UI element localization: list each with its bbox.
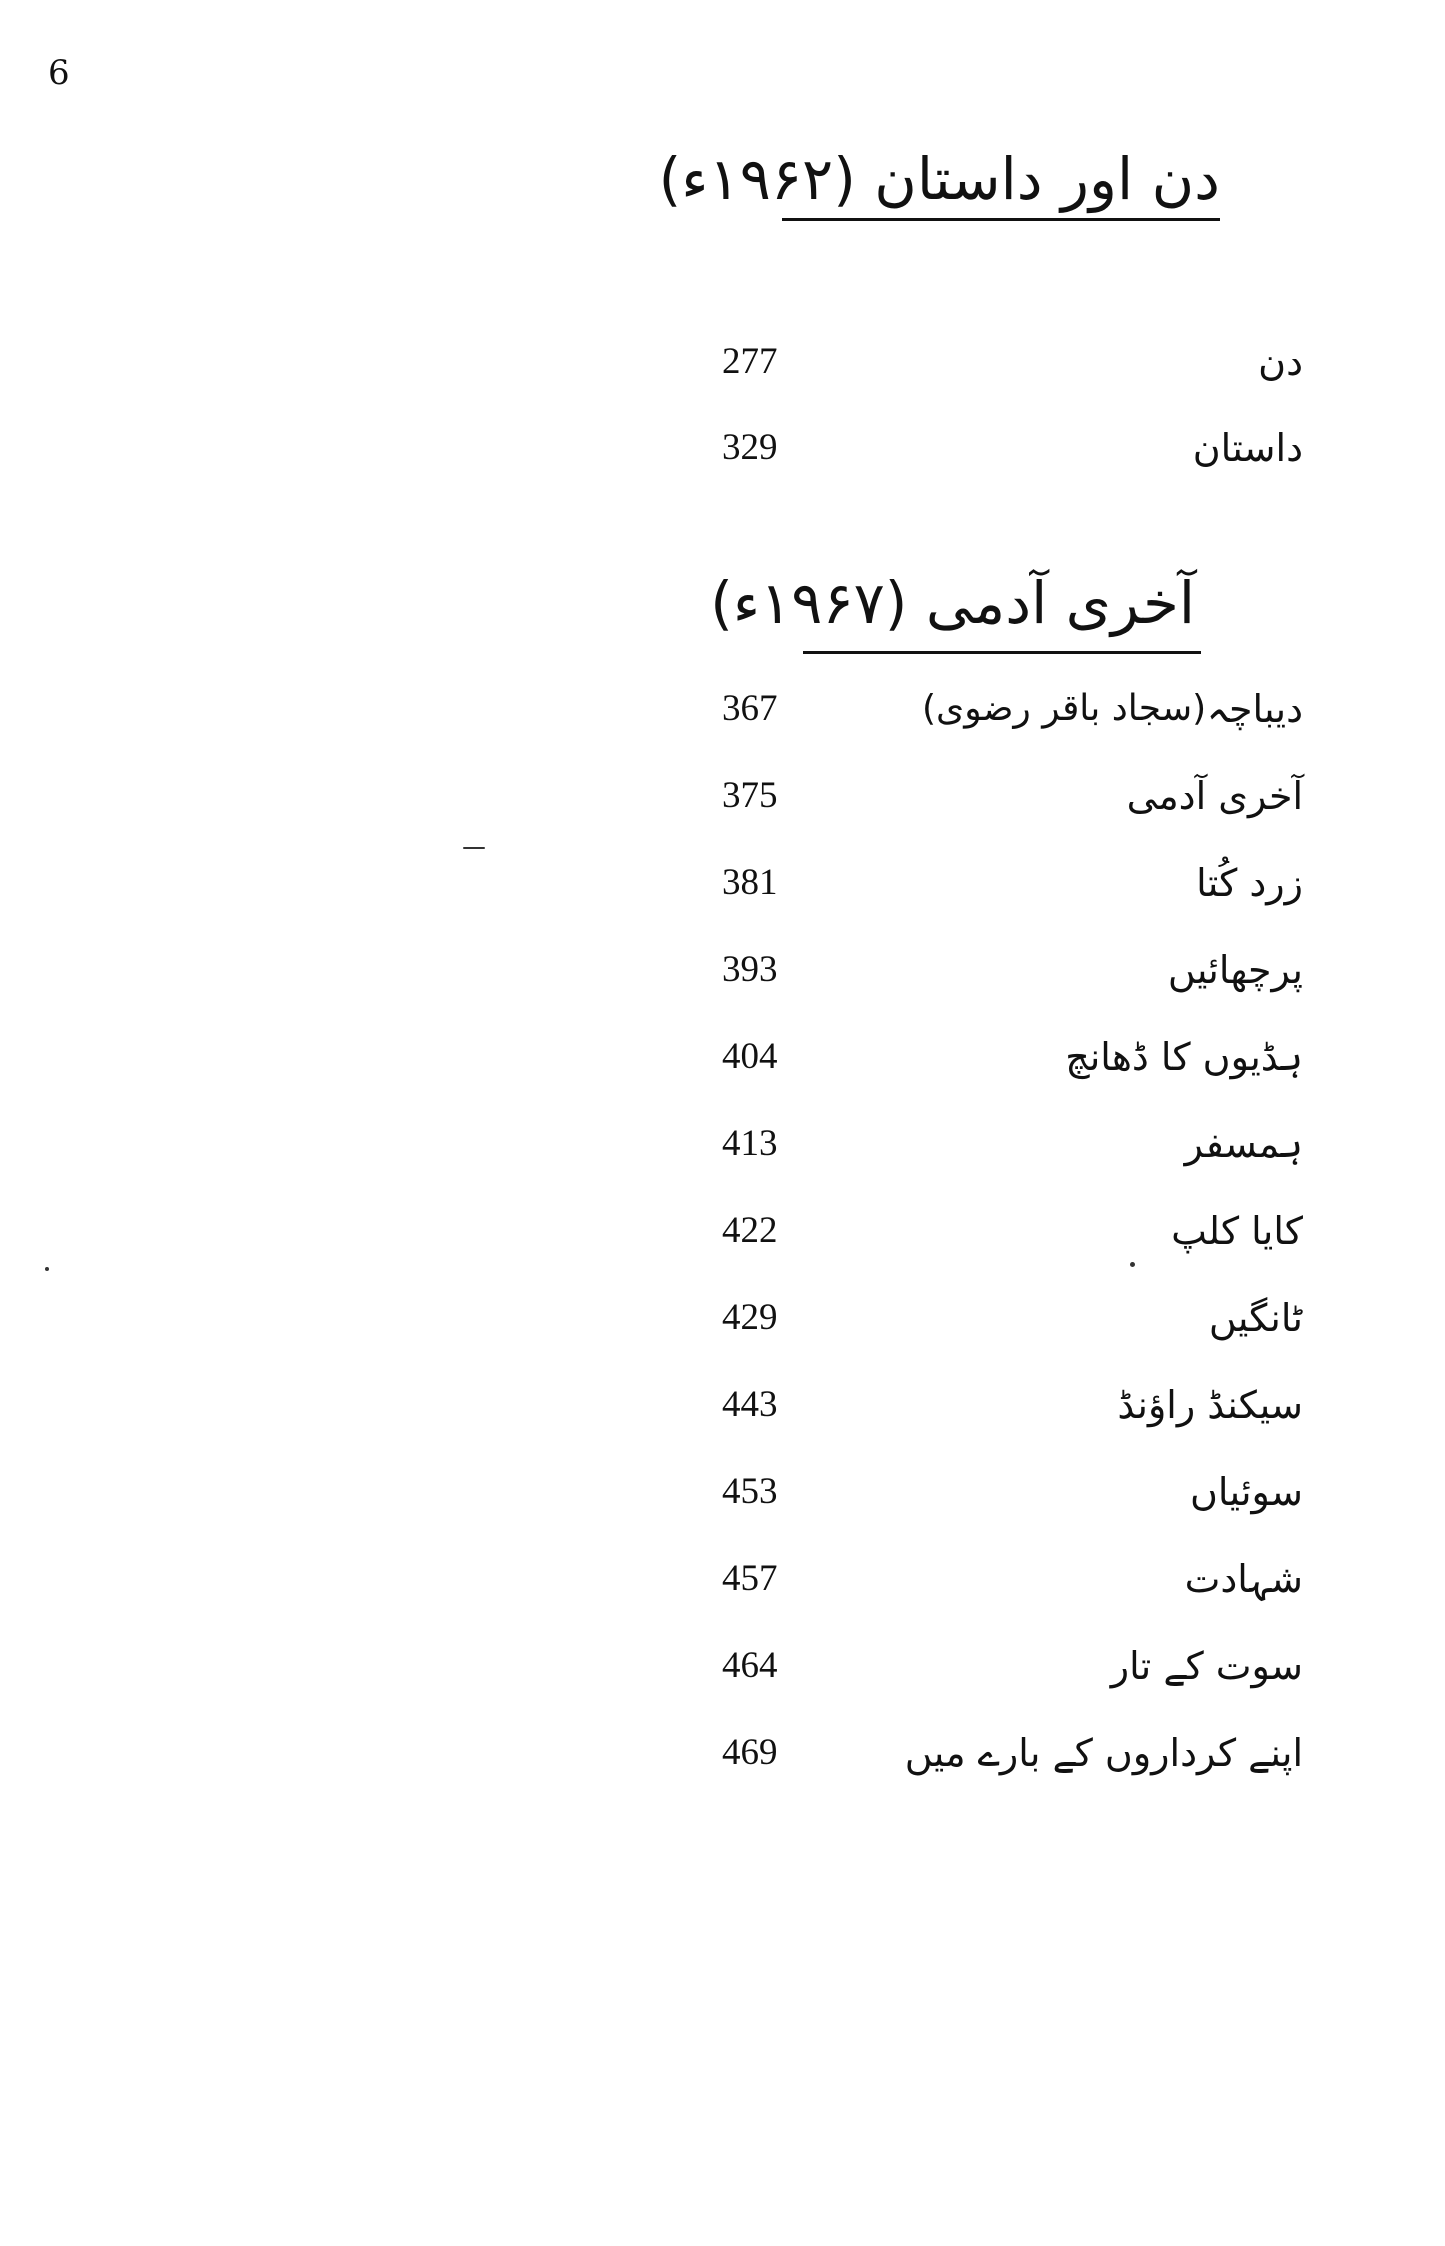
toc-row (0, 1723, 1445, 1783)
entry-title: ہڈیوں کا ڈھانچ (1065, 1035, 1303, 1079)
page-ref: 413 (722, 1123, 778, 1164)
toc-row (0, 1027, 1445, 1087)
page-ref: 429 (722, 1297, 778, 1338)
page-ref: 404 (722, 1036, 778, 1077)
page-ref: 367 (722, 688, 778, 729)
entry-title: ٹانگیں (1208, 1296, 1303, 1340)
entry-title: دیباچہ (1206, 687, 1303, 731)
section-title-underline (803, 651, 1201, 654)
toc-row (0, 332, 1445, 392)
toc-row (0, 1549, 1445, 1609)
entry-title: اپنے کرداروں کے بارے میں (904, 1731, 1303, 1775)
toc-row (0, 1636, 1445, 1696)
toc-row (0, 1375, 1445, 1435)
entry-title: سوت کے تار (1110, 1644, 1303, 1688)
entry-title: سوئیاں (1190, 1470, 1303, 1514)
section-title: دن اور داستان (۱۹۶۲ء) (658, 145, 1220, 213)
scan-speck (1130, 1262, 1135, 1267)
entry-title: آخری آدمی (1126, 774, 1303, 818)
toc-row (0, 418, 1445, 478)
page-ref: 443 (722, 1384, 778, 1425)
page-number: 6 (48, 53, 70, 93)
entry-title: داستان (1192, 426, 1303, 470)
toc-row (0, 1288, 1445, 1348)
entry-title: دن (1258, 340, 1303, 384)
entry-title: ہمسفر (1184, 1122, 1303, 1166)
toc-row (0, 766, 1445, 826)
page-ref: 277 (722, 341, 778, 382)
page-ref: 422 (722, 1210, 778, 1251)
entry-title: زرد کُتا (1196, 861, 1303, 905)
toc-row (0, 679, 1445, 739)
toc-row (0, 1462, 1445, 1522)
page-ref: 457 (722, 1558, 778, 1599)
page-ref: 381 (722, 862, 778, 903)
section-title: آخری آدمی (۱۹۶۷ء) (710, 569, 1195, 637)
entry-title: سیکنڈ راؤنڈ (1117, 1383, 1303, 1427)
entry-author: (سجاد باقر رضوی) (922, 688, 1207, 729)
scan-speck (45, 1267, 49, 1271)
page-ref: 375 (722, 775, 778, 816)
page-ref: 453 (722, 1471, 778, 1512)
toc-row (0, 853, 1445, 913)
page-ref: 329 (722, 427, 778, 468)
section-title-underline (782, 218, 1220, 221)
entry-title: کایا کلپ (1171, 1209, 1303, 1253)
page-ref: 393 (722, 949, 778, 990)
entry-title: شہادت (1184, 1557, 1303, 1601)
toc-row (0, 940, 1445, 1000)
scan-speck (463, 847, 485, 849)
page-ref: 464 (722, 1645, 778, 1686)
toc-row (0, 1114, 1445, 1174)
page-ref: 469 (722, 1732, 778, 1773)
entry-title: پرچھائیں (1167, 948, 1303, 992)
toc-row (0, 1201, 1445, 1261)
